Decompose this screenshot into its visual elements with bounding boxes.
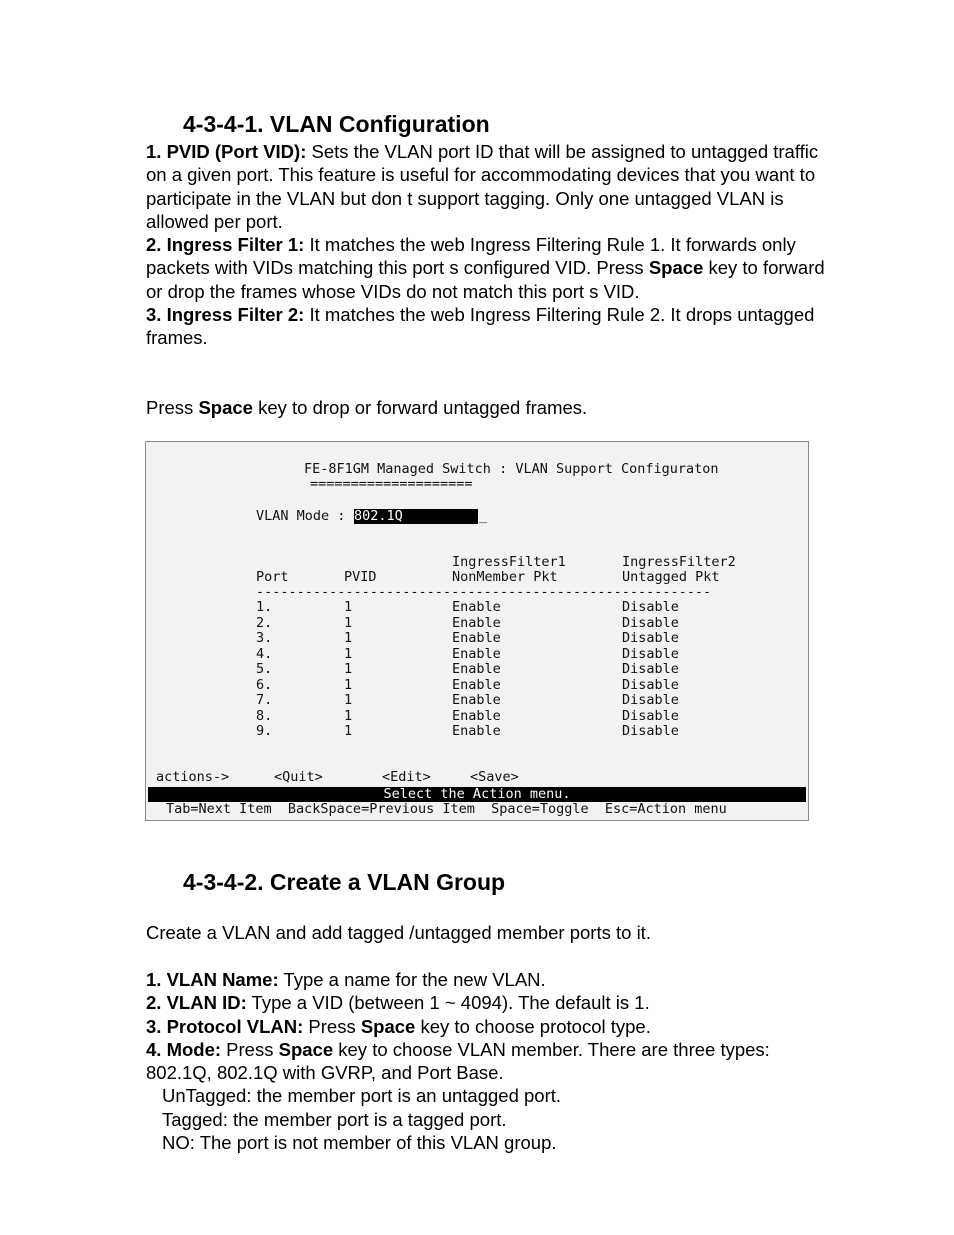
vlan-name-label: 1. VLAN Name: <box>146 969 279 990</box>
port-row-pvid[interactable]: 1 <box>344 599 353 615</box>
vlan-name-text: Type a name for the new VLAN. <box>278 969 546 990</box>
terminal-title-underline: ==================== <box>310 476 473 492</box>
port-row-pvid[interactable]: 1 <box>344 676 353 693</box>
ingress1-key: Space <box>648 257 704 279</box>
vlan-id-label: 2. VLAN ID: <box>146 992 247 1014</box>
col-port: Port <box>256 569 289 585</box>
section1-heading: 4-3-4-1. VLAN Configuration <box>183 111 490 137</box>
protocol-vlan-label: 3. Protocol VLAN: <box>146 1015 304 1037</box>
port-row-port: 3. <box>256 630 273 646</box>
port-row-f1[interactable]: Enable <box>452 692 501 708</box>
mode-no: NO: The port is not member of this VLAN group. <box>162 1132 557 1154</box>
status-bar: Select the Action menu. <box>148 787 806 802</box>
vlan-id-item <box>146 991 826 1014</box>
port-row-f1[interactable]: Enable <box>452 661 501 677</box>
protocol-vlan-key: Space <box>360 1015 416 1037</box>
port-row-f2[interactable]: Disable <box>622 692 679 708</box>
mode-pre: Press <box>221 1038 279 1060</box>
note-post: key to drop or forward untagged frames. <box>252 397 588 418</box>
protocol-vlan-pre: Press <box>303 1015 361 1037</box>
port-row-pvid[interactable]: 1 <box>344 645 353 662</box>
port-row-port: 5. <box>256 661 273 677</box>
port-row-port: 6. <box>256 676 273 693</box>
table-divider: -------------------------------------------------------- <box>256 584 712 600</box>
port-row-f2[interactable]: Disable <box>622 661 679 677</box>
col-ingress2-bottom: Untagged Pkt <box>622 569 720 585</box>
mode-untagged: UnTagged: the member port is an untagged port. <box>162 1085 562 1107</box>
protocol-vlan-item <box>146 1015 826 1038</box>
col-pvid: PVID <box>344 569 377 585</box>
protocol-vlan-post: key to choose protocol type. <box>415 1015 651 1037</box>
ingress1-post: key to forward or drop the frames whose VIDs do not match this port s VID. <box>146 257 825 302</box>
col-ingress1-bottom: NonMember Pkt <box>452 569 558 585</box>
ingress1-press: Press <box>596 257 649 279</box>
port-row-f2[interactable]: Disable <box>622 723 679 739</box>
note-key: Space <box>198 397 253 418</box>
section2-body <box>146 968 826 1154</box>
mode-label: 4. Mode: <box>146 1038 222 1060</box>
section1-note <box>146 396 826 419</box>
port-row-f1[interactable]: Enable <box>452 599 501 615</box>
ingress1-item <box>146 233 826 303</box>
port-row-f2[interactable]: Disable <box>622 630 679 646</box>
ingress1-text: It matches the web Ingress Filtering Rule 1. It forwards only packets with VIDs matching this port s configured VID. <box>146 234 796 279</box>
col-ingress2-top: IngressFilter2 <box>622 554 736 570</box>
mode-post: key to choose VLAN member. There are three types: 802.1Q, 802.1Q with GVRP, and Port Base. <box>146 1038 770 1084</box>
section2-intro: Create a VLAN and add tagged /untagged member ports to it. <box>146 922 651 943</box>
vlan-mode-field[interactable]: 802.1Q <box>354 509 478 524</box>
port-row-f2[interactable]: Disable <box>622 645 679 662</box>
vlan-name-item <box>146 968 826 991</box>
vlan-id-text: Type a VID (between 1 ~ 4094). The default is 1. <box>246 992 650 1014</box>
port-row-port: 1. <box>256 599 273 615</box>
port-row-f1[interactable]: Enable <box>452 723 501 739</box>
port-row-port: 4. <box>256 645 273 662</box>
edit-action[interactable]: <Edit> <box>382 769 431 785</box>
save-action[interactable]: <Save> <box>470 769 519 785</box>
section2-heading: 4-3-4-2. Create a VLAN Group <box>183 869 506 895</box>
port-row-port: 7. <box>256 692 273 708</box>
terminal-screenshot <box>145 441 809 821</box>
ingress1-label: 2. Ingress Filter 1: <box>146 234 305 256</box>
quit-action[interactable]: <Quit> <box>274 769 323 785</box>
mode-tagged: Tagged: the member port is a tagged port. <box>162 1108 507 1130</box>
note-pre: Press <box>146 397 199 418</box>
pvid-label: 1. PVID (Port VID): <box>146 141 307 162</box>
port-row-f2[interactable]: Disable <box>622 707 679 724</box>
terminal-title: FE-8F1GM Managed Switch : VLAN Support Configuraton <box>304 461 719 477</box>
port-row-f1[interactable]: Enable <box>452 630 501 646</box>
ingress2-text: It matches the web Ingress Filtering Rule 2. It drops untagged frames. <box>146 304 815 349</box>
ingress2-label: 3. Ingress Filter 2: <box>146 304 305 326</box>
pvid-text: Sets the VLAN port ID that will be assigned to untagged traffic on a given port. This feature is useful for accommodating devices that you want to participate in the VLAN but don t support tagging. Only one untagged VLAN is allowed per port. <box>146 141 819 232</box>
vlan-mode-cursor: _ <box>479 508 488 524</box>
section1-body <box>146 140 826 350</box>
help-line: Tab=Next Item BackSpace=Previous Item Space=Toggle Esc=Action menu <box>166 801 727 817</box>
port-row-pvid[interactable]: 1 <box>344 707 353 724</box>
port-row-f2[interactable]: Disable <box>622 614 679 631</box>
actions-label: actions-> <box>156 769 230 785</box>
port-row-f1[interactable]: Enable <box>452 645 501 662</box>
port-row-pvid[interactable]: 1 <box>344 630 353 646</box>
port-row-f2[interactable]: Disable <box>622 599 679 615</box>
port-row-pvid[interactable]: 1 <box>344 723 353 739</box>
port-row-pvid[interactable]: 1 <box>344 661 353 677</box>
port-row-pvid[interactable]: 1 <box>344 614 353 631</box>
pvid-item <box>146 140 826 233</box>
vlan-mode-label: VLAN Mode : <box>256 508 346 524</box>
port-row-f1[interactable]: Enable <box>452 707 501 724</box>
port-row-f1[interactable]: Enable <box>452 676 501 693</box>
port-row-port: 9. <box>256 723 273 739</box>
port-row-port: 2. <box>256 614 273 631</box>
ingress2-item <box>146 303 826 350</box>
mode-key: Space <box>278 1038 334 1060</box>
port-row-pvid[interactable]: 1 <box>344 692 353 708</box>
port-row-f2[interactable]: Disable <box>622 676 679 693</box>
port-row-port: 8. <box>256 707 273 724</box>
mode-item <box>146 1038 826 1085</box>
col-ingress1-top: IngressFilter1 <box>452 554 566 570</box>
port-row-f1[interactable]: Enable <box>452 614 501 631</box>
